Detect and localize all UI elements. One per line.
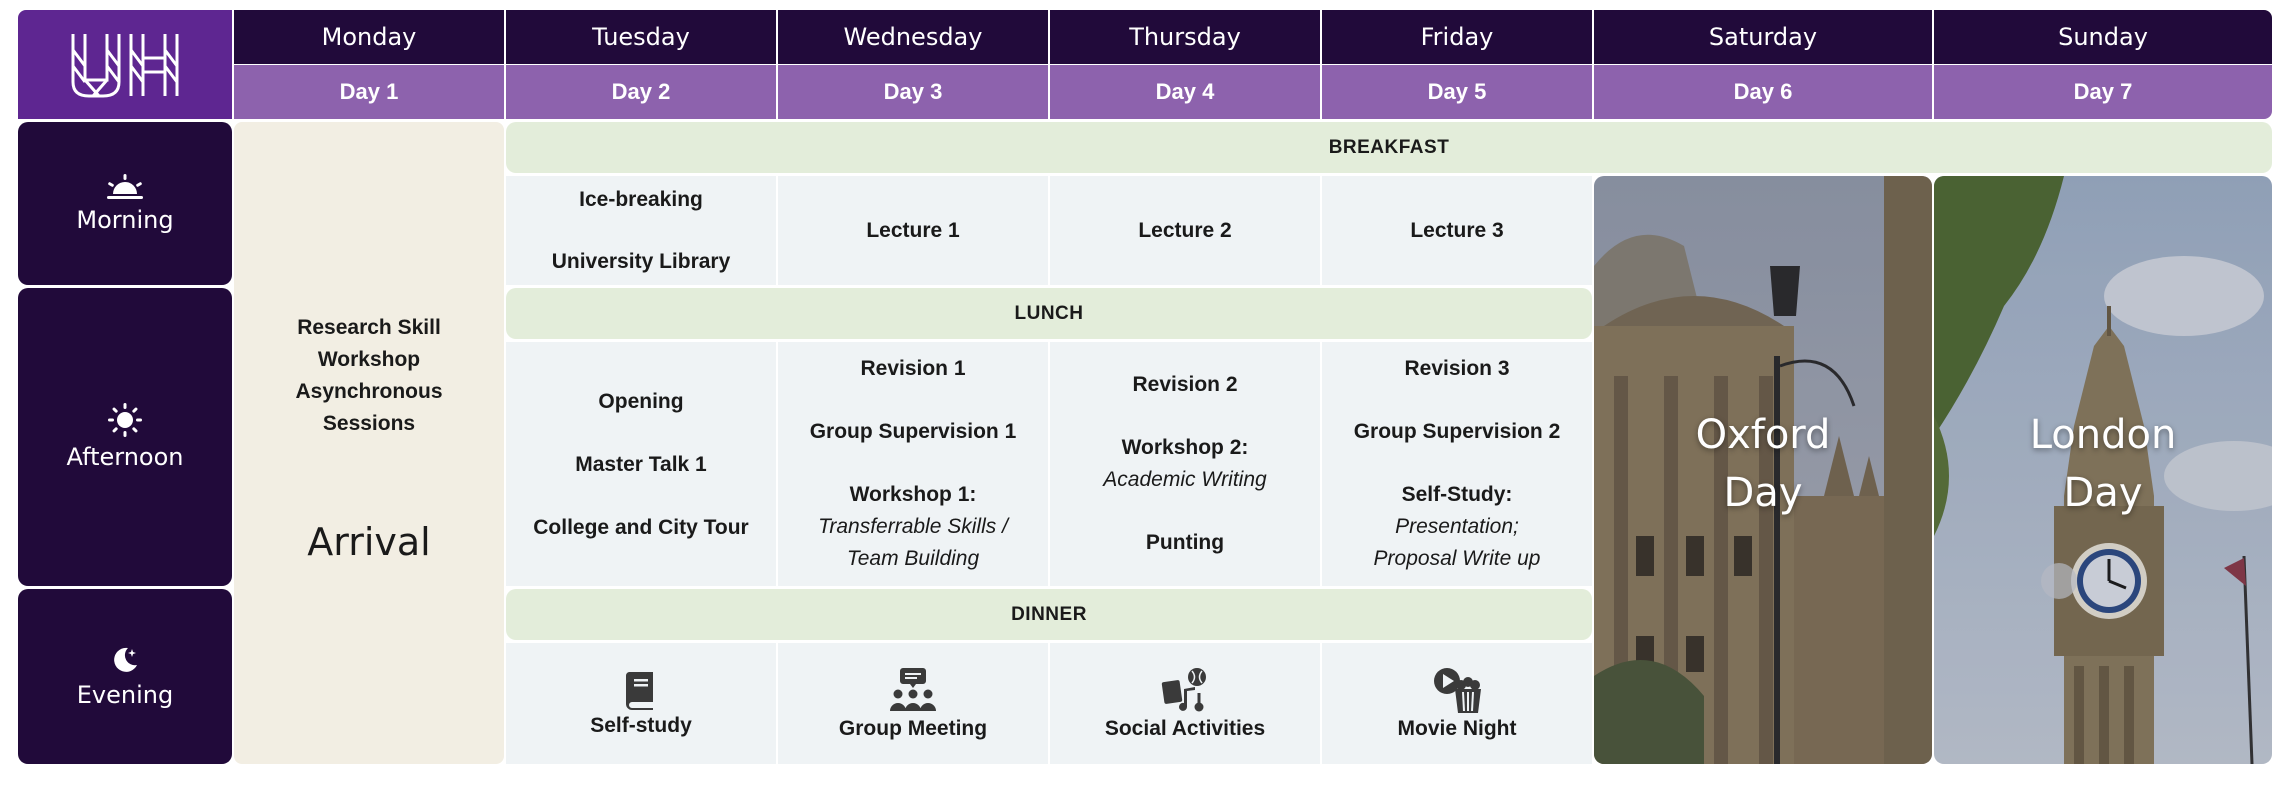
morning-thursday: Lecture 2 bbox=[1050, 176, 1320, 285]
self-study-presentation: Self-Study: bbox=[1401, 483, 1513, 506]
dinner-bar: DINNER bbox=[506, 589, 1592, 640]
day-name-friday: Friday bbox=[1322, 10, 1592, 64]
group-meeting-icon bbox=[890, 667, 936, 713]
day-number-6: Day 6 bbox=[1594, 65, 1932, 119]
time-label-morning: Morning bbox=[76, 205, 174, 234]
afternoon-friday bbox=[1322, 342, 1592, 586]
sunrise-icon bbox=[105, 174, 145, 200]
london-day-word: Day bbox=[2063, 470, 2143, 516]
day-name-sunday: Sunday bbox=[1934, 10, 2272, 64]
day-number-4: Day 4 bbox=[1050, 65, 1320, 119]
monday-line-2: Workshop bbox=[317, 348, 421, 371]
ice-breaking: Ice-breaking bbox=[579, 187, 703, 211]
morning-wednesday: Lecture 1 bbox=[778, 176, 1048, 285]
self-study-sub-2: Proposal Write up bbox=[1373, 547, 1541, 570]
london-day-photo bbox=[1934, 176, 2272, 764]
monday-line-1: Research Skill bbox=[297, 316, 441, 339]
workshop-1-sub-1: Transferrable Skills / bbox=[818, 515, 1008, 538]
evening-thursday bbox=[1050, 643, 1320, 764]
monday-column bbox=[234, 122, 504, 764]
morning-tuesday bbox=[506, 176, 776, 285]
group-supervision-1: Group Supervision 1 bbox=[809, 420, 1017, 443]
oxford-day-word: Day bbox=[1723, 470, 1803, 516]
research-skill-workshop bbox=[234, 312, 504, 440]
uh-logo-icon bbox=[69, 30, 181, 100]
punting: Punting bbox=[1145, 531, 1225, 554]
revision-2: Revision 2 bbox=[1132, 373, 1238, 396]
day-number-2: Day 2 bbox=[506, 65, 776, 119]
social-activities-label: Social Activities bbox=[1104, 716, 1266, 740]
evening-friday bbox=[1322, 643, 1592, 764]
afternoon-tuesday bbox=[506, 342, 776, 586]
monday-line-3: Asynchronous bbox=[295, 380, 443, 403]
master-talk-1: Master Talk 1 bbox=[575, 452, 707, 476]
morning-friday: Lecture 3 bbox=[1322, 176, 1592, 285]
lunch-bar: LUNCH bbox=[506, 288, 1592, 339]
opening: Opening bbox=[598, 389, 684, 413]
workshop-2: Workshop 2: bbox=[1121, 436, 1249, 459]
evening-tuesday bbox=[506, 643, 776, 764]
day-name-monday: Monday bbox=[234, 10, 504, 64]
movie-night-label: Movie Night bbox=[1397, 716, 1517, 740]
revision-3: Revision 3 bbox=[1404, 357, 1510, 380]
workshop-1-sub-2: Team Building bbox=[846, 547, 980, 570]
time-evening bbox=[18, 589, 232, 764]
group-supervision-2: Group Supervision 2 bbox=[1353, 420, 1561, 443]
college-city-tour: College and City Tour bbox=[533, 515, 749, 539]
workshop-1: Workshop 1: bbox=[849, 483, 977, 506]
oxford-day-label bbox=[1594, 406, 1932, 522]
day-name-wednesday: Wednesday bbox=[778, 10, 1048, 64]
book-icon bbox=[625, 670, 657, 710]
time-label-afternoon: Afternoon bbox=[66, 443, 184, 471]
afternoon-thursday bbox=[1050, 342, 1320, 586]
london-day-label bbox=[1934, 406, 2272, 522]
moon-icon bbox=[110, 645, 140, 675]
sun-icon bbox=[108, 403, 142, 437]
monday-line-4: Sessions bbox=[322, 412, 416, 435]
self-study-label: Self-study bbox=[590, 713, 692, 737]
day-name-saturday: Saturday bbox=[1594, 10, 1932, 64]
day-number-1: Day 1 bbox=[234, 65, 504, 119]
evening-wednesday bbox=[778, 643, 1048, 764]
revision-1: Revision 1 bbox=[860, 357, 966, 380]
group-meeting-label: Group Meeting bbox=[838, 716, 988, 740]
day-name-thursday: Thursday bbox=[1050, 10, 1320, 64]
university-library: University Library bbox=[551, 249, 731, 273]
breakfast-bar: BREAKFAST bbox=[506, 122, 2272, 173]
self-study-sub-1: Presentation; bbox=[1395, 515, 1519, 538]
day-name-tuesday: Tuesday bbox=[506, 10, 776, 64]
workshop-2-sub: Academic Writing bbox=[1103, 468, 1267, 491]
arrival-label: Arrival bbox=[307, 520, 431, 564]
day-number-3: Day 3 bbox=[778, 65, 1048, 119]
time-morning bbox=[18, 122, 232, 285]
oxford-word: Oxford bbox=[1695, 412, 1831, 458]
day-number-5: Day 5 bbox=[1322, 65, 1592, 119]
time-label-evening: Evening bbox=[76, 680, 174, 709]
oxford-day-photo bbox=[1594, 176, 1932, 764]
uh-logo bbox=[18, 10, 232, 119]
movie-night-icon bbox=[1433, 667, 1481, 713]
social-activities-icon bbox=[1161, 667, 1209, 713]
afternoon-wednesday bbox=[778, 342, 1048, 586]
london-word: London bbox=[2029, 412, 2177, 458]
time-afternoon bbox=[18, 288, 232, 586]
day-number-7: Day 7 bbox=[1934, 65, 2272, 119]
